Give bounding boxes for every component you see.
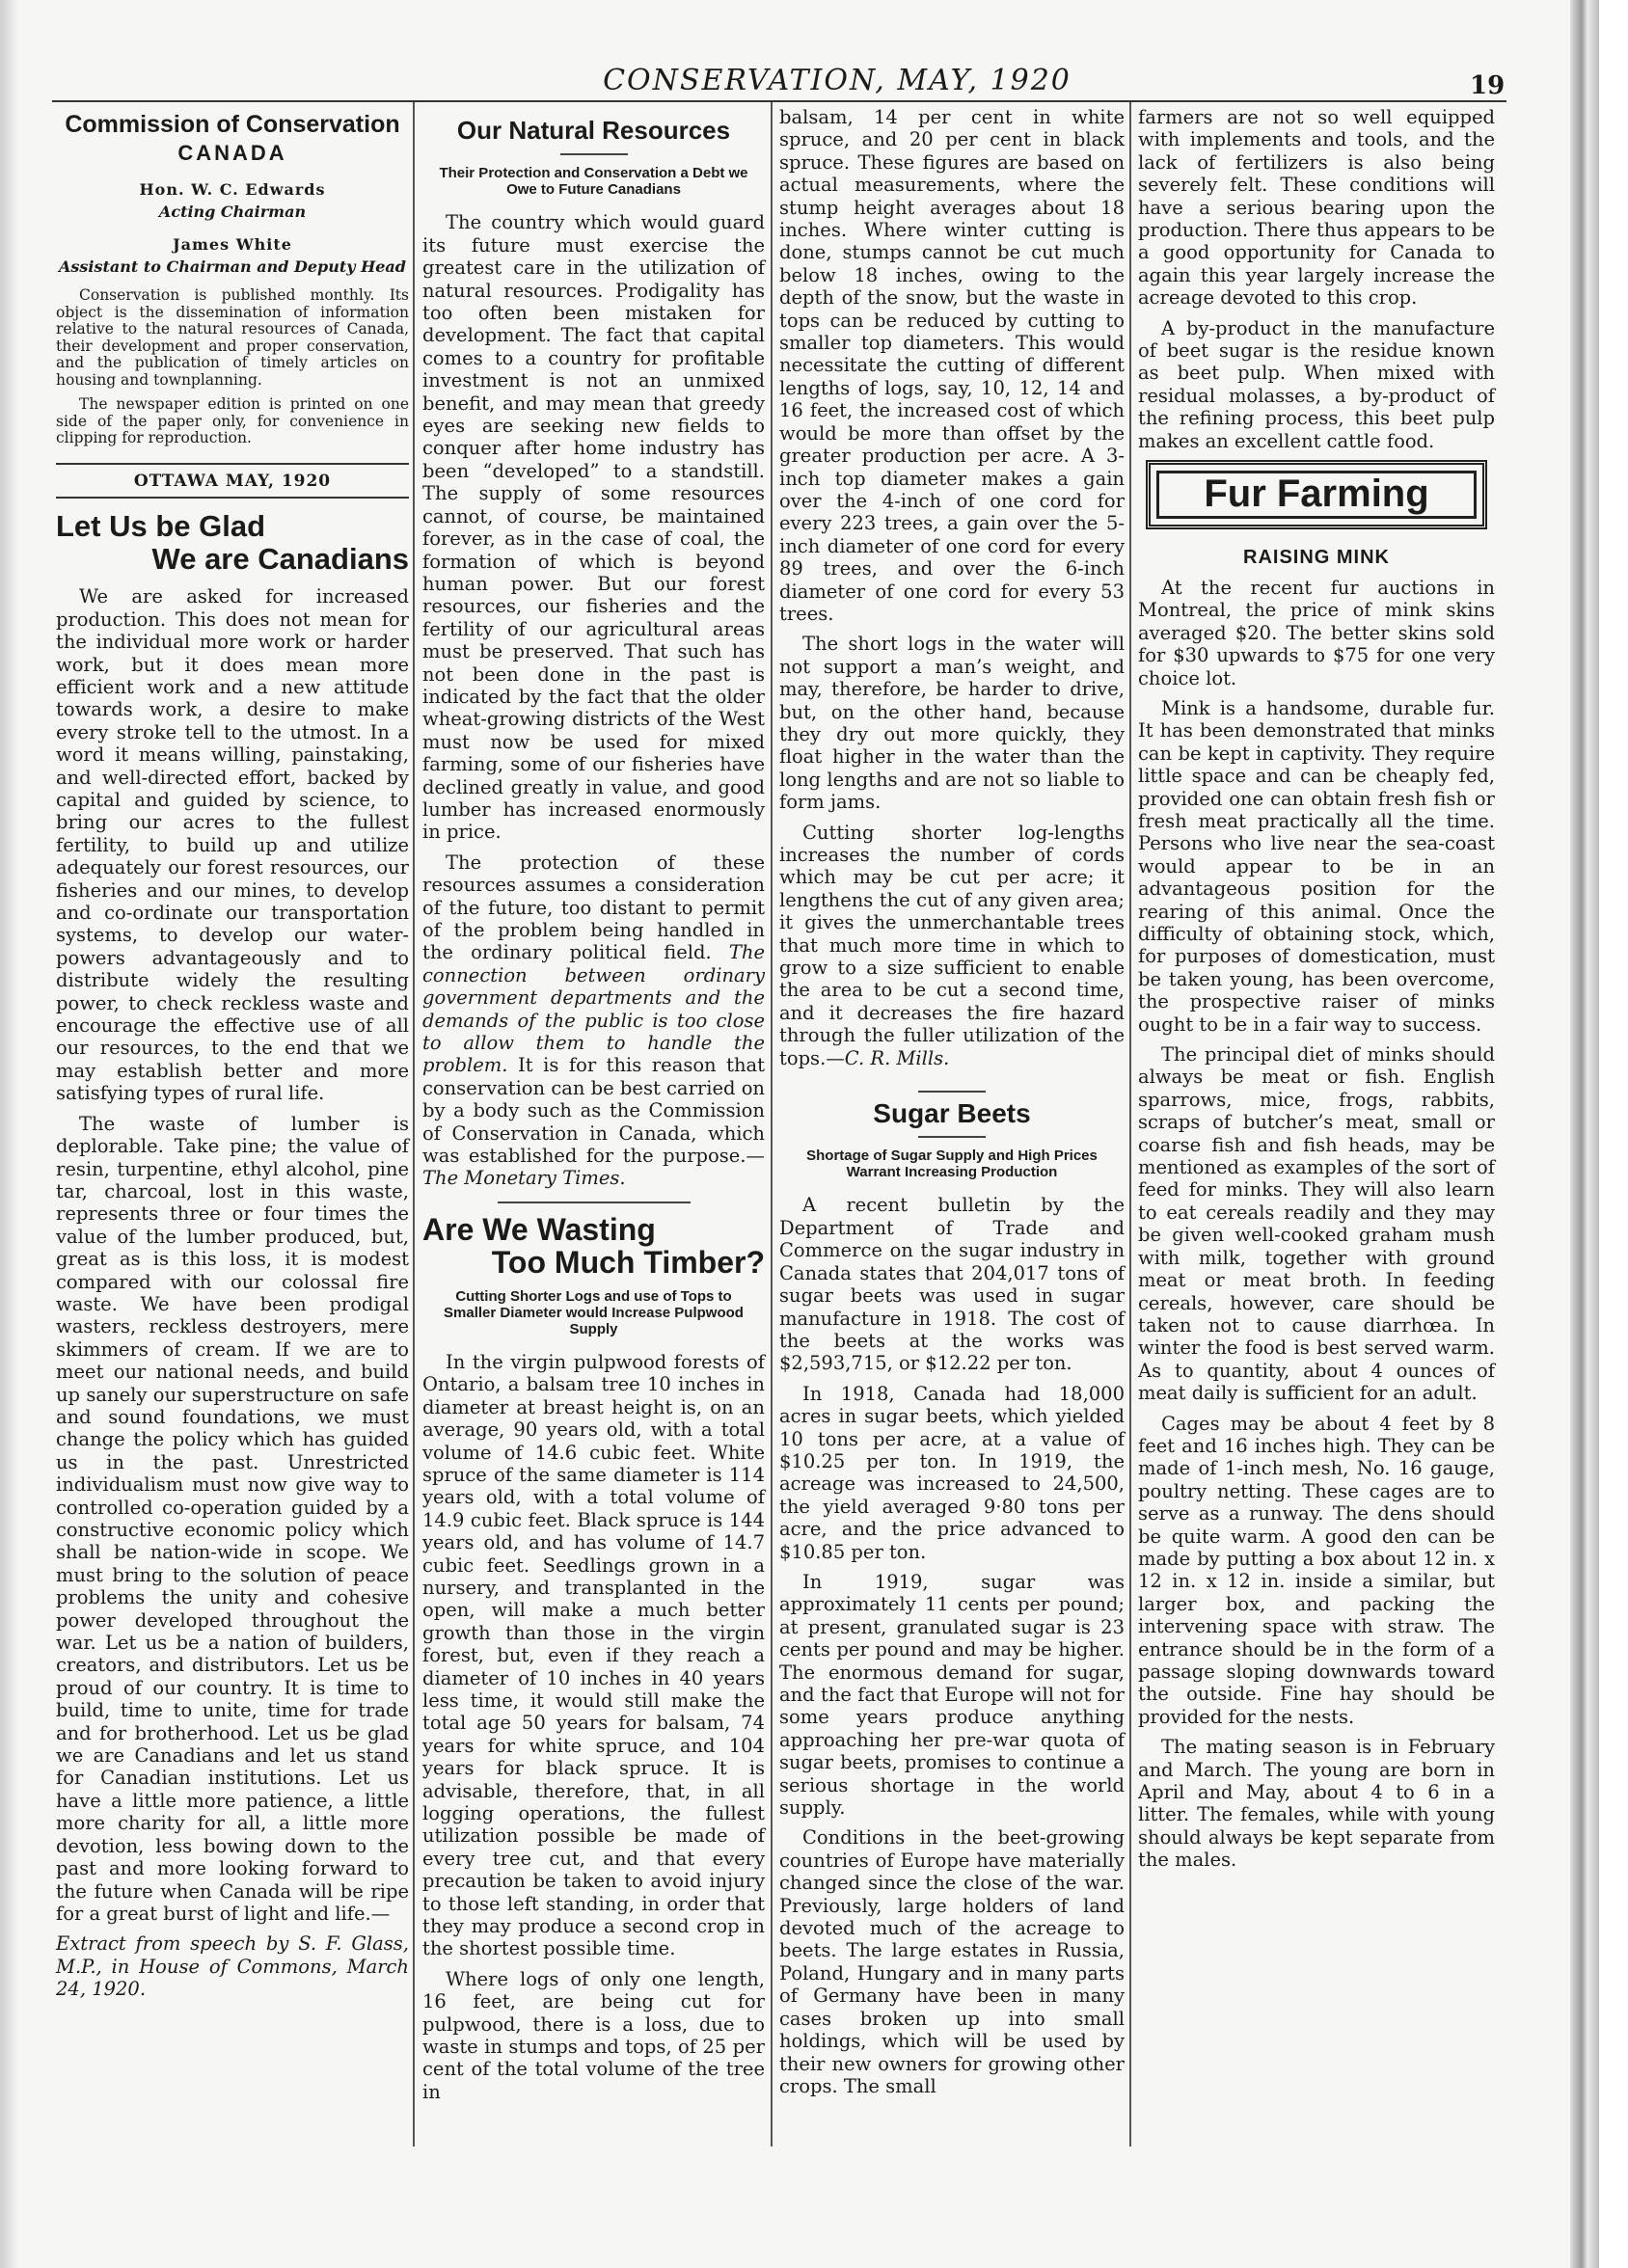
divider	[560, 153, 628, 155]
article-paragraph: balsam, 14 per cent in white spruce, and 20 per cent in black spruce. These figures are based on actual measurements, where the stump height averages about 18 inches. Where winter cutting is done, stumps cannot be cut much below 18 inches, owing to the depth of the snow, but the waste in tops can be reduced by cutting to smaller top diameters. This would necessitate the cutting of different lengths of logs, say, 10, 12, 14 and 16 feet, the increased cost of which would be more than offset by the greater production per acre. A 3-inch top diameter makes a gain over the 4-inch of one cord for every 223 trees, a gain over the 5-inch diameter of one cord for every 89 trees, and over the 6-inch diameter of one cord for every 53 trees.	[779, 106, 1125, 625]
article-paragraph: We are asked for increased production. This does not mean for the individual more work or harder work, but it does mean more efficient work and a new attitude towards work, a desire to make every stroke tell to the utmost. In a word it means willing, painstaking, and well-directed effort, backed by capital and guided by science, to bring our acres to the fullest fertility, to build up and utilize adequately our forest resources, our fisheries and our mines, to develop and co-ordinate our transportation systems, to develop our water-powers advantageously and to distribute widely the resulting power, to check reckless waste and encourage the effective use of all our resources, to the end that we may establish better and more satisfying types of rural life.	[56, 585, 409, 1105]
divider	[918, 1091, 986, 1093]
dateline: OTTAWA MAY, 1920	[56, 463, 409, 499]
divider	[918, 1136, 986, 1138]
article-paragraph: farmers are not so well equipped with implements and tools, and the lack of fertilizers is also being severely felt. These conditions will have a serious bearing upon the production. There thus appears to be a good opportunity for Canada to again this year largely increase the acreage devoted to this crop.	[1138, 106, 1495, 310]
article-subhead: Cutting Shorter Logs and use of Tops to Smaller Diameter would Increase Pulpwood Supply	[444, 1287, 744, 1337]
article-paragraph: Where logs of only one length, 16 feet, are being cut for pulpwood, there is a loss, due to waste in stumps and tops, of 25 per cent of the total volume of the tree in	[422, 1967, 765, 2103]
headline-line-1: Are We Wasting	[422, 1211, 656, 1247]
article-paragraph: The waste of lumber is deplorable. Take pine; the value of resin, turpentine, ethyl alcohol, pine tar, charcoal, lost in this waste, represents three or four times the value of the lumber produced, but, great as is this loss, it is modest compared with our colossal fire waste. We have been prodigal wasters, reckless destroyers, mere skimmers of cream. If we are to meet our national needs, and build up sanely our superstructure on safe and sound foundations, we must change the policy which has guided us in the past. Unrestricted individualism must now give way to controlled co-operation guided by a constructive economic policy which shall be nation-wide in scope. We must bring to the solution of peace problems the unity and cohesive power developed throughout the war. Let us be a nation of builders, creators, and distributors. Let us be proud of our country. It is time to build, time to unite, time for trade and for brotherhood. Let us be glad we are Canadians and let us stand for Canadian institutions. Let us have a little more patience, a little more charity for all, a little more devotion, less bowing down to the past and more looking forward to the future when Canada will be ripe for a great burst of light and life.—	[56, 1112, 409, 1925]
column-1	[56, 106, 409, 2009]
masthead-note: Conservation is published monthly. Its object is the dissemination of information relative to the natural resources of Canada, their development and proper conservation, and the publication of timely articles on housing and townplanning.	[56, 286, 409, 389]
boxed-headline-text: Fur Farming	[1156, 471, 1477, 518]
article-headline: Our Natural Resources	[456, 116, 731, 145]
column-rule	[771, 102, 773, 2146]
article-headline	[422, 1213, 765, 1279]
article-paragraph: The mating season is in February and March. The young are born in April and May, about 4 to 6 in a litter. The females, while with young should always be kept separate from the males.	[1138, 1736, 1495, 1872]
text-run: Cutting shorter log-lengths increases the number of cords which may be cut per acre; it lengthens the cut of any given area; it gives the unmerchantable trees that much more time in which to grow to a size sufficient to enable the area to be cut a second time, and it decreases the fire hazard through the fuller utilization of the tops.—	[779, 821, 1125, 1069]
scan-edge-left	[0, 0, 17, 2268]
headline-line-2: Too Much Timber?	[491, 1244, 765, 1280]
page-number: 19	[1470, 71, 1506, 100]
article-paragraph: The short logs in the water will not support a man’s weight, and may, therefore, be harder to drive, but, on the other hand, because they dry out more quickly, they float higher in the water than the long lengths and are not so liable to form jams.	[779, 633, 1125, 814]
text-run: The protection of these resources assumes a consideration of the future, too distant to permit of the problem being handled in the ordinary political field.	[422, 850, 765, 964]
assistant-role: Assistant to Chairman and Deputy Head	[59, 257, 406, 277]
chairman-name: Hon. W. C. Edwards	[139, 179, 326, 199]
emphasis-text: The connection between ordinary government departments and the demands of the public is too close to allow them to handle the problem.	[422, 941, 765, 1077]
article-paragraph: In the virgin pulpwood forests of Ontario, a balsam tree 10 inches in diameter at breast height is, on an average, 90 years old, with a total volume of 14.6 cubic feet. White spruce of the same diameter is 114 years old, with a total volume of 14.9 cubic feet. Black spruce is 144 years old, and has volume of 14.7 cubic feet. Seedlings grown in a nursery, and transplanted in the open, will make a much better growth than those in the virgin forest, but, even if they reach a diameter of 10 inches in 40 years less time, it would still make the total age 50 years for balsam, 74 years for white spruce, and 104 years for black spruce. It is advisable, therefore, that, in all logging operations, the fullest utilization possible be made of every tree cut, and that every precaution be taken to avoid injury to those left standing, in order that they may produce a second crop in the shortest possible time.	[422, 1350, 765, 1960]
masthead-country: CANADA	[177, 141, 287, 166]
article-subhead: RAISING MINK	[1243, 546, 1390, 568]
running-head: CONSERVATION, MAY, 1920	[603, 64, 1072, 97]
column-2	[422, 106, 765, 2111]
article-paragraph: Cages may be about 4 feet by 8 feet and 16 inches high. They can be made of 1-inch mesh, No. 16 gauge, poultry netting. These cages are to serve as a runway. The dens should be quite warm. A good den can be made by putting a box about 12 in. x 12 in. x 12 in. inside a similar, but larger box, and packing the intervening space with straw. The entrance should be in the form of a passage sloping downwards toward the outside. Fine hay should be provided for the nests.	[1138, 1412, 1495, 1728]
article-paragraph: In 1918, Canada had 18,000 acres in sugar beets, which yielded 10 tons per acre, at a value of $10.25 per ton. In 1919, the acreage was increased to 24,500, the yield averaged 9·80 tons per acre, and the price advanced to $10.85 per ton.	[779, 1382, 1125, 1563]
column-3	[779, 106, 1125, 2105]
article-paragraph: In 1919, sugar was approximately 11 cents per pound; at present, granulated sugar is 23 cents per pound and may be higher. The enormous demand for sugar, and the fact that Europe will not for some years produce anything approaching her pre-war quota of sugar beets, promises to continue a serious shortage in the world supply.	[779, 1570, 1125, 1820]
header-rule	[52, 100, 1506, 102]
column-rule	[413, 102, 415, 2146]
headline-line-2: We are Canadians	[151, 542, 409, 577]
article-paragraph: A by-product in the manufacture of beet sugar is the residue known as beet pulp. When mixed with residual molasses, a by-product of the refining process, this beet pulp makes an excellent cattle food.	[1138, 316, 1495, 452]
newspaper-page	[17, 0, 1599, 2268]
article-subhead: Their Protection and Conservation a Debt we Owe to Future Canadians	[439, 165, 748, 199]
article-subhead: Shortage of Sugar Supply and High Prices Warrant Increasing Production	[806, 1148, 1098, 1181]
article-credit: The Monetary Times.	[422, 1167, 626, 1190]
article-paragraph: The country which would guard its future must exercise the greatest care in the utilization of natural resources. Prodigality has too often been mistaken for development. The fact that capital comes to a country for profitable investment is not an unmixed benefit, and may mean that greedy eyes are seeking new fields to conquer after home industry has been “developed” to a standstill. The supply of some resources cannot, of course, be maintained forever, as in the case of coal, the formation of which is beyond human power. But our forest resources, our fisheries and the fertility of our agricultural areas must be preserved. That such has not been done in the past is indicated by the fact that the older wheat-growing districts of the West must now be used for mixed farming, some of our fisheries have declined greatly in value, and good lumber has increased enormously in price.	[422, 211, 765, 844]
article-headline	[56, 510, 409, 576]
article-paragraph	[422, 851, 765, 1190]
assistant-name: James White	[173, 234, 292, 254]
article-credit: Extract from speech by S. F. Glass, M.P., in House of Commons, March 24, 1920.	[56, 1932, 409, 2001]
article-paragraph	[779, 822, 1125, 1069]
scan-edge-right	[1570, 0, 1599, 2268]
article-paragraph: At the recent fur auctions in Montreal, the price of mink skins averaged $20. The better skins sold for $30 upwards to $75 for one very choice lot.	[1138, 576, 1495, 689]
article-paragraph: A recent bulletin by the Department of Trade and Commerce on the sugar industry in Canada states that 204,017 tons of sugar beets was used in sugar manufacture in 1918. The cost of the beets at the works was $2,593,715, or $12.22 per ton.	[779, 1194, 1125, 1375]
divider	[498, 1202, 691, 1203]
article-paragraph: Conditions in the beet-growing countries of Europe have materially changed since the close of the war. Previously, large holders of land devoted much of the acreage to beets. The large estates in Russia, Poland, Hungary and in many parts of Germany have been in many cases broken up into small holdings, which will be used by their new owners for growing other crops. The small	[779, 1826, 1125, 2097]
article-headline: Sugar Beets	[873, 1098, 1031, 1129]
masthead-note: The newspaper edition is printed on one side of the paper only, for convenience in clipping for reproduction.	[56, 395, 409, 447]
article-paragraph: Mink is a handsome, durable fur. It has been demonstrated that minks can be kept in captivity. They require little space and can be cheaply fed, provided one can obtain fresh fish or fresh meat practically all the time. Persons who live near the sea-coast would appear to be in an advantageous position for the rearing of this animal. Once the difficulty of obtaining stock, which, for purposes of domestication, must be taken young, has been overcome, the prospective raiser of minks ought to be in a fair way to success.	[1138, 696, 1495, 1036]
column-rule	[1129, 102, 1131, 2146]
headline-line-1: Let Us be Glad	[56, 509, 266, 544]
article-paragraph: The principal diet of minks should always be meat or fish. English sparrows, mice, frogs, rabbits, scraps of butcher’s meat, small or coarse fish and fish heads, may be mentioned as examples of the sort of feed for minks. They will also learn to eat cereals readily and they may be given well-cooked graham mush with milk, together with ground meat or meat broth. In feeding cereals, however, care should be taken not to cause diarrhœa. In winter the food is best served warm. As to quantity, about 4 ounces of meat daily is sufficient for an adult.	[1138, 1043, 1495, 1405]
boxed-headline	[1146, 460, 1487, 528]
masthead-title: Commission of Conservation	[65, 111, 400, 138]
article-credit: C. R. Mills.	[844, 1046, 950, 1069]
chairman-role: Acting Chairman	[158, 202, 307, 222]
text-run: It is for this reason that conservation can be best carried on by a body such as the Commission of Conservation in Canada, which was established for the purpose.—	[422, 1054, 766, 1168]
column-4	[1138, 106, 1495, 1879]
